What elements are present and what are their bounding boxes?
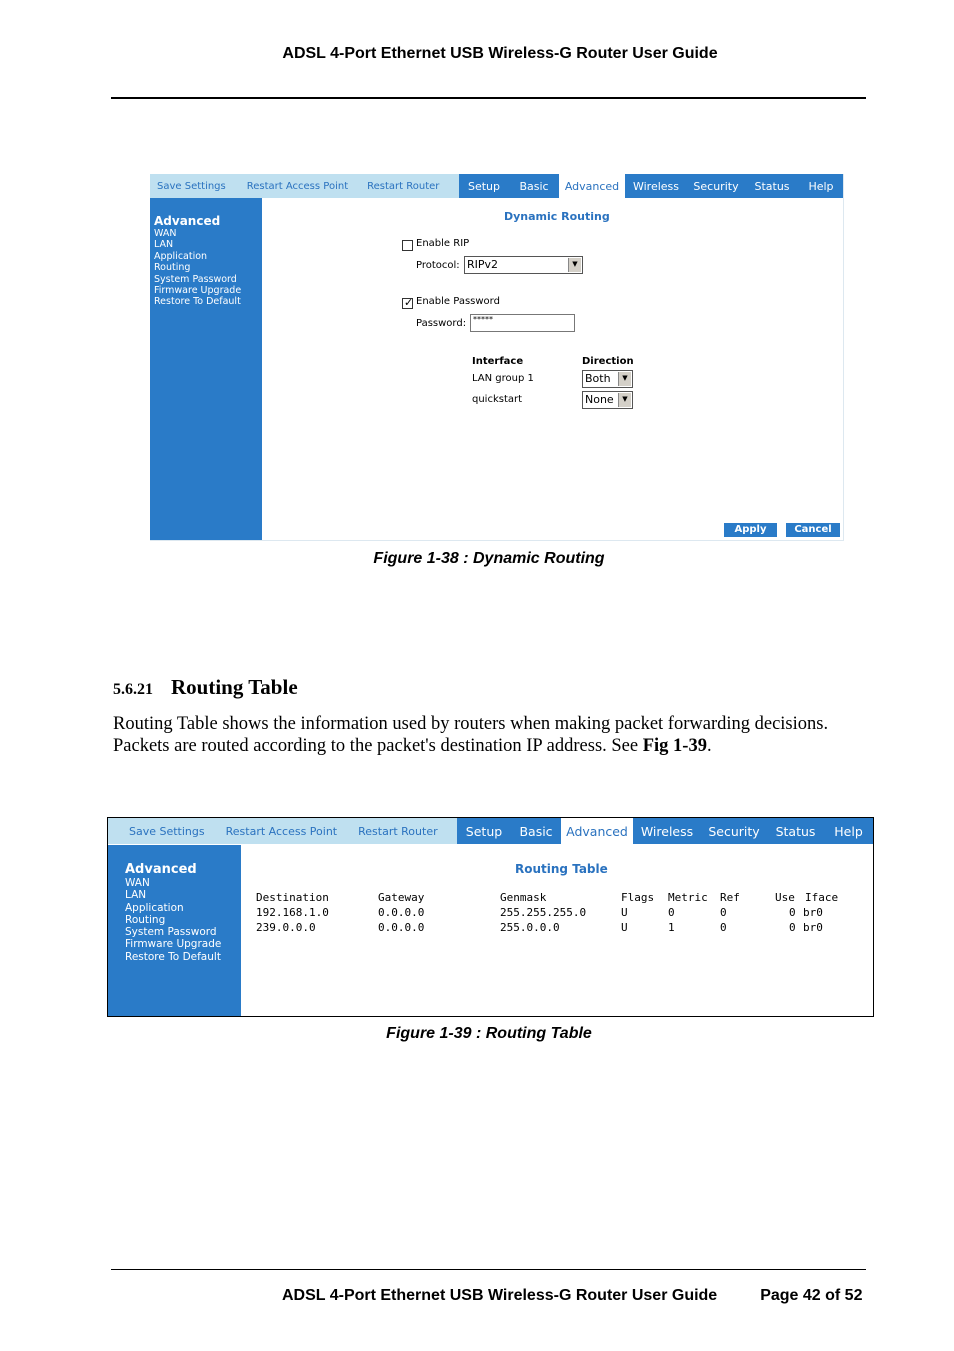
direction-value: Both — [585, 372, 611, 385]
sidebar-item-system-password[interactable]: System Password — [125, 926, 217, 939]
interface-header: Interface — [472, 356, 524, 367]
tab-security[interactable]: Security — [708, 823, 760, 839]
protocol-value: RIPv2 — [467, 258, 499, 271]
cell-iface: br0 — [803, 906, 823, 919]
tab-basic[interactable]: Basic — [519, 179, 549, 193]
pane-title: Routing Table — [515, 862, 608, 876]
cell-genmask: 255.255.255.0 — [500, 906, 587, 919]
restart-router-link[interactable]: Restart Router — [358, 824, 438, 838]
column-header-use: Use — [775, 891, 795, 904]
nav-tabs — [457, 818, 873, 844]
nav-tabs — [459, 174, 843, 198]
sidebar-title: Advanced — [125, 862, 197, 877]
tab-setup[interactable]: Setup — [467, 179, 501, 193]
sidebar-item-firmware-upgrade[interactable]: Firmware Upgrade — [154, 285, 242, 297]
column-header-metric: Metric — [668, 891, 708, 904]
tab-security[interactable]: Security — [693, 179, 739, 193]
tab-setup[interactable]: Setup — [465, 823, 503, 839]
save-settings-link[interactable]: Save Settings — [157, 180, 226, 192]
sidebar-item-restore-to-default[interactable]: Restore To Default — [125, 950, 221, 963]
cell-genmask: 255.0.0.0 — [500, 921, 560, 934]
page-number: Page 42 of 52 — [760, 1287, 863, 1304]
routing-table-screenshot — [107, 817, 874, 1017]
sidebar-item-wan[interactable]: WAN — [154, 228, 177, 239]
column-header-destination: Destination — [256, 891, 329, 904]
cell-gateway: 0.0.0.0 — [378, 906, 425, 919]
cell-destination: 192.168.1.0 — [256, 906, 329, 919]
tab-status[interactable]: Status — [775, 823, 816, 839]
direction-select[interactable] — [582, 370, 633, 388]
cancel-button[interactable]: Cancel — [786, 523, 840, 537]
page-footer — [282, 1287, 862, 1305]
save-settings-link[interactable]: Save Settings — [129, 824, 205, 838]
cell-flags: U — [621, 921, 628, 934]
restart-router-link[interactable]: Restart Router — [367, 180, 440, 192]
sidebar-item-routing[interactable]: Routing — [154, 262, 191, 274]
sidebar-item-lan[interactable]: LAN — [154, 239, 174, 251]
pane-title: Dynamic Routing — [504, 210, 610, 223]
cell-iface: br0 — [803, 921, 823, 934]
sidebar-item-system-password[interactable]: System Password — [154, 273, 237, 285]
chevron-down-icon: ▼ — [618, 372, 631, 386]
chevron-down-icon: ▼ — [568, 258, 581, 272]
direction-header: Direction — [582, 356, 634, 367]
column-header-iface: Iface — [805, 891, 839, 904]
sidebar-item-wan[interactable]: WAN — [125, 877, 150, 889]
cell-flags: U — [621, 906, 628, 919]
direction-value: None — [585, 393, 614, 406]
column-header-ref: Ref — [720, 891, 740, 904]
enable-rip-checkbox[interactable] — [402, 240, 413, 251]
enable-password-checkbox[interactable] — [402, 298, 413, 309]
apply-button[interactable]: Apply — [724, 523, 777, 537]
cell-destination: 239.0.0.0 — [256, 921, 316, 934]
top-bar — [108, 818, 873, 844]
column-header-flags: Flags — [621, 891, 655, 904]
section-paragraph — [113, 713, 873, 757]
sidebar — [150, 198, 262, 540]
section-number: 5.6.21 — [113, 681, 153, 698]
cell-gateway: 0.0.0.0 — [378, 921, 425, 934]
tab-wireless[interactable]: Wireless — [632, 179, 680, 193]
interface-name: quickstart — [472, 394, 523, 405]
sidebar-item-application[interactable]: Application — [125, 901, 184, 914]
sidebar-item-restore-to-default[interactable]: Restore To Default — [154, 296, 241, 308]
sidebar-item-lan[interactable]: LAN — [125, 889, 147, 902]
password-input[interactable]: ***** — [470, 314, 575, 332]
utility-links — [108, 818, 457, 844]
tab-status[interactable]: Status — [754, 179, 790, 193]
sidebar-title: Advanced — [154, 214, 221, 228]
protocol-select[interactable] — [464, 256, 583, 274]
page-header: ADSL 4-Port Ethernet USB Wireless-G Router User Guide — [282, 45, 718, 62]
figure-caption: Figure 1-38 : Dynamic Routing — [373, 550, 605, 567]
tab-basic[interactable]: Basic — [519, 823, 553, 839]
section-title: Routing Table — [171, 675, 298, 699]
cell-metric: 1 — [668, 921, 675, 934]
cell-use: 0 — [789, 906, 796, 919]
enable-rip-label: Enable RIP — [416, 238, 470, 249]
top-bar — [150, 174, 843, 198]
direction-select[interactable] — [582, 391, 633, 409]
restart-access-point-link[interactable]: Restart Access Point — [225, 824, 338, 838]
dynamic-routing-screenshot — [150, 174, 844, 541]
restart-access-point-link[interactable]: Restart Access Point — [246, 180, 349, 192]
tab-advanced[interactable]: Advanced — [559, 174, 625, 198]
header-rule — [111, 97, 866, 99]
section-heading — [113, 675, 298, 700]
paragraph-text: Routing Table shows the information used by routers when making packet forwarding decisions. Packets are routed according to the packet's destination IP address. See — [113, 714, 829, 756]
checkmark-icon: ✓ — [404, 296, 414, 309]
paragraph-end: . — [706, 736, 712, 756]
footer-rule — [111, 1269, 866, 1270]
sidebar-item-routing[interactable]: Routing — [125, 913, 166, 926]
sidebar — [108, 845, 241, 1016]
column-header-genmask: Genmask — [500, 891, 547, 904]
tab-wireless[interactable]: Wireless — [640, 823, 694, 839]
column-header-gateway: Gateway — [378, 891, 425, 904]
utility-links — [150, 174, 459, 198]
figure-reference: Fig 1-39 — [642, 736, 707, 756]
tab-help[interactable]: Help — [834, 823, 863, 839]
enable-password-label: Enable Password — [416, 296, 500, 307]
sidebar-item-application[interactable]: Application — [154, 250, 208, 262]
figure-caption: Figure 1-39 : Routing Table — [386, 1025, 592, 1042]
cell-ref: 0 — [720, 906, 727, 919]
chevron-down-icon: ▼ — [618, 393, 631, 407]
password-label: Password: — [416, 318, 467, 329]
cell-ref: 0 — [720, 921, 727, 934]
interface-name: LAN group 1 — [472, 373, 534, 384]
cell-metric: 0 — [668, 906, 675, 919]
cell-use: 0 — [789, 921, 796, 934]
sidebar-item-firmware-upgrade[interactable]: Firmware Upgrade — [125, 938, 222, 951]
protocol-label: Protocol: — [416, 260, 460, 271]
footer-title: ADSL 4-Port Ethernet USB Wireless-G Router User Guide — [282, 1287, 718, 1304]
tab-advanced[interactable]: Advanced — [561, 818, 633, 844]
tab-help[interactable]: Help — [808, 179, 834, 193]
